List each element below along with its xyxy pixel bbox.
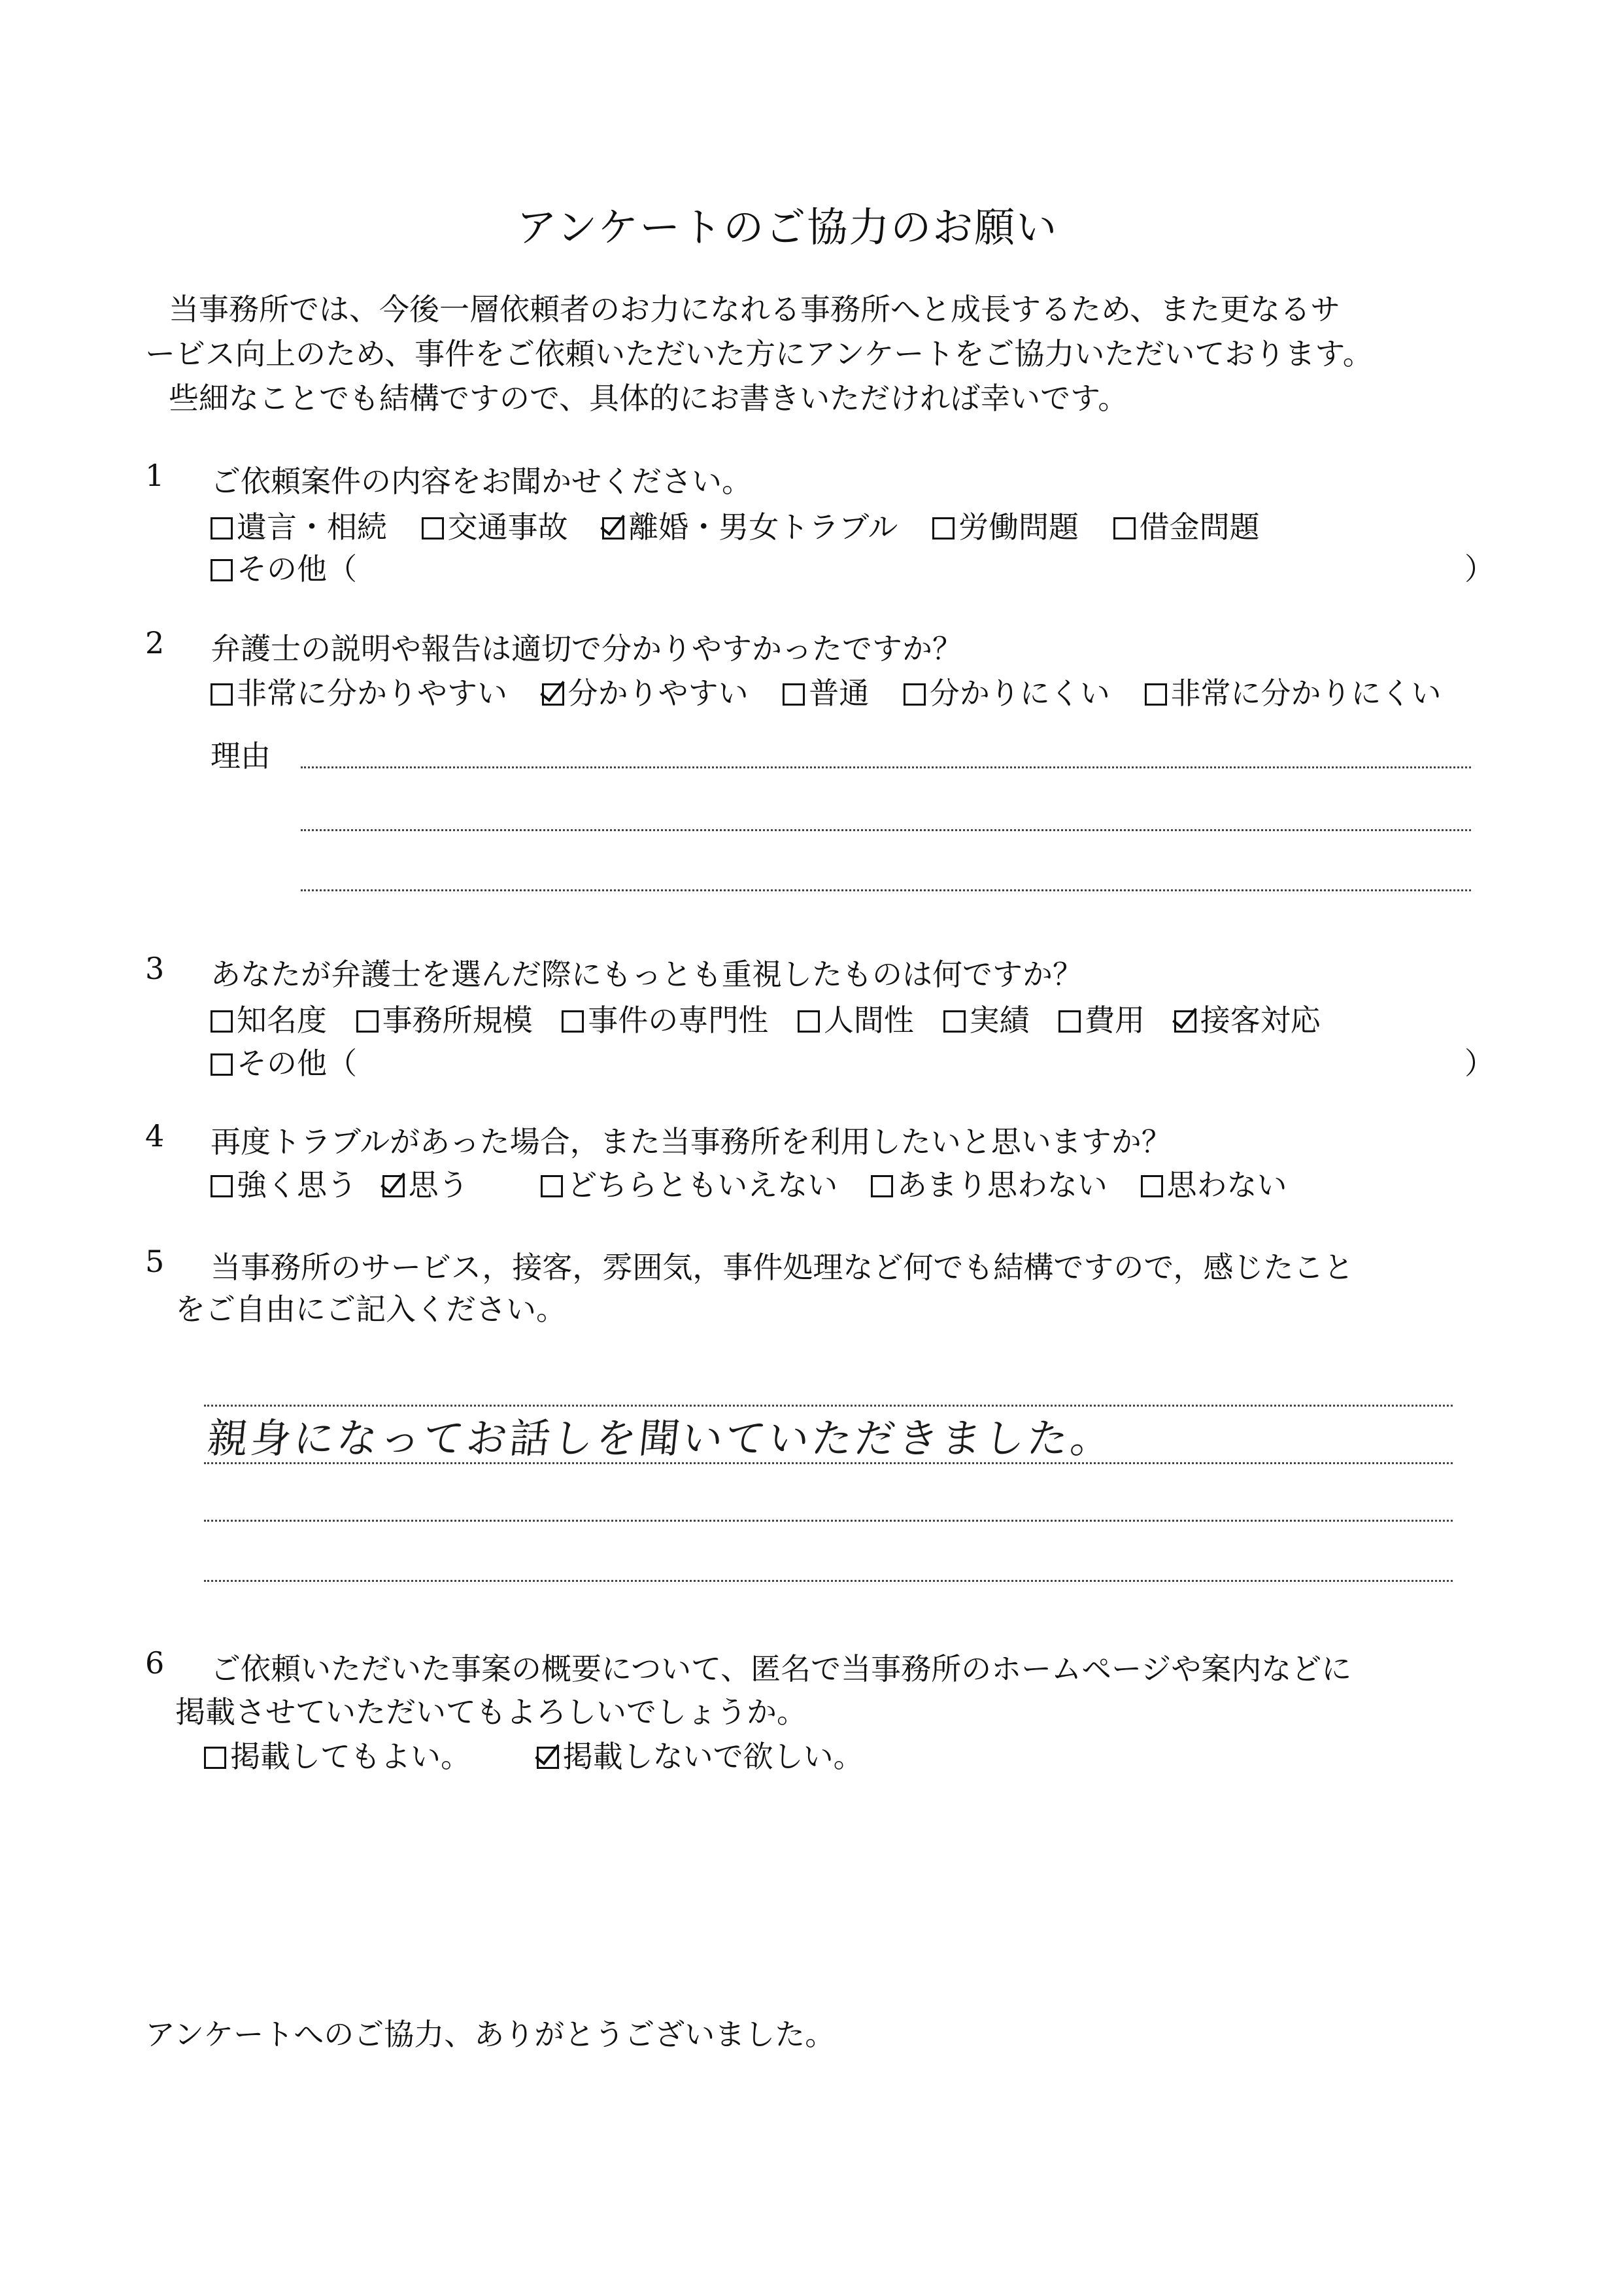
intro-line-2: ービス向上のため、事件をご依頼いただいた方にアンケートをご協力いただいております。	[145, 336, 1373, 371]
q1-other[interactable]: その他（	[211, 545, 357, 589]
checkbox-checked[interactable]	[537, 1747, 559, 1769]
checkbox[interactable]	[798, 1010, 820, 1033]
q6-text-line-1: ご依頼いただいた事案の概要について、匿名で当事務所のホームページや案内などに	[211, 1651, 1352, 1686]
checkbox[interactable]	[541, 1175, 563, 1197]
q4-number: 4	[145, 1118, 165, 1154]
q1-number: 1	[145, 458, 165, 493]
q1-option-labor[interactable]: 労働問題	[932, 504, 1079, 547]
intro-line-3: 些細なことでも結構ですので、具体的にお書きいただければ幸いです。	[169, 381, 1128, 416]
checkbox[interactable]	[871, 1175, 893, 1197]
q4-option-no[interactable]: 思わない	[1141, 1161, 1287, 1205]
checkbox[interactable]	[211, 1175, 233, 1197]
q3-option-cost[interactable]: 費用	[1058, 997, 1145, 1040]
q6-number: 6	[145, 1645, 165, 1681]
q4-option-neutral[interactable]: どちらともいえない	[541, 1161, 837, 1205]
q3-text: あなたが弁護士を選んだ際にもっとも重視したものは何ですか？	[211, 957, 1083, 992]
checkbox[interactable]	[1113, 517, 1136, 539]
q6-options	[204, 1733, 864, 1776]
q2-option-very-clear[interactable]: 非常に分かりやすい	[211, 670, 507, 713]
page-title: アンケートのご協力のお願い	[516, 203, 1058, 251]
q4-option-strongly[interactable]: 強く思う	[211, 1161, 357, 1205]
checkbox[interactable]	[356, 1010, 379, 1033]
checkbox[interactable]	[783, 683, 805, 706]
q6-text-line-2: 掲載させていただいてもよろしいでしょうか。	[175, 1694, 807, 1730]
q4-option-yes[interactable]: 思う	[382, 1161, 469, 1205]
checkbox[interactable]	[904, 683, 926, 706]
q1-option-debt[interactable]: 借金問題	[1113, 504, 1260, 547]
q3-option-scale[interactable]: 事務所規模	[356, 997, 533, 1040]
checkbox[interactable]	[943, 1010, 966, 1033]
checkbox[interactable]	[211, 1010, 233, 1033]
checkbox[interactable]	[932, 517, 955, 539]
q1-option-inheritance[interactable]: 遺言・相続	[211, 504, 387, 547]
q3-options	[211, 997, 1321, 1040]
q1-text: ご依頼案件の内容をお聞かせください。	[211, 464, 752, 499]
q2-option-very-unclear[interactable]: 非常に分かりにくい	[1145, 670, 1442, 713]
checkbox[interactable]	[204, 1747, 226, 1769]
q2-options	[211, 670, 1466, 713]
q1-other-close: ）	[1464, 551, 1495, 587]
checkbox-checked[interactable]	[382, 1175, 405, 1197]
closing-message: アンケートへのご協力、ありがとうございました。	[145, 2017, 836, 2052]
checkbox[interactable]	[211, 517, 233, 539]
q3-option-fame[interactable]: 知名度	[211, 997, 327, 1040]
checkbox[interactable]	[211, 559, 233, 581]
q2-option-unclear[interactable]: 分かりにくい	[904, 670, 1110, 713]
q4-text: 再度トラブルがあった場合，また当事務所を利用したいと思いますか？	[211, 1124, 1172, 1159]
q2-reason-line-2[interactable]	[301, 829, 1471, 831]
checkbox-checked[interactable]	[602, 517, 624, 539]
q2-reason-label: 理由	[211, 738, 271, 774]
q3-other-close: ）	[1464, 1046, 1495, 1081]
q3-option-expertise[interactable]: 事件の専門性	[562, 997, 768, 1040]
q6-option-deny[interactable]: 掲載しないで欲しい。	[537, 1733, 864, 1776]
q3-option-track-record[interactable]: 実績	[943, 997, 1030, 1040]
q6-option-allow[interactable]: 掲載してもよい。	[204, 1733, 471, 1776]
q3-option-personality[interactable]: 人間性	[798, 997, 914, 1040]
q3-option-service[interactable]: 接客対応	[1174, 997, 1321, 1040]
checkbox-checked[interactable]	[542, 683, 564, 706]
q3-number: 3	[145, 951, 165, 986]
q2-option-normal[interactable]: 普通	[783, 670, 869, 713]
q4-option-not-much[interactable]: あまり思わない	[871, 1161, 1108, 1205]
q5-line-3[interactable]	[204, 1520, 1453, 1522]
q5-line-2[interactable]	[204, 1462, 1453, 1464]
checkbox[interactable]	[1145, 683, 1167, 706]
q1-options	[211, 504, 1285, 547]
q2-reason-line-1[interactable]	[301, 766, 1471, 768]
q2-text: 弁護士の説明や報告は適切で分かりやすかったですか？	[211, 631, 962, 666]
q2-number: 2	[145, 625, 165, 660]
q4-options	[211, 1161, 1287, 1205]
q5-line-4[interactable]	[204, 1580, 1453, 1582]
checkbox[interactable]	[1141, 1175, 1163, 1197]
q5-text-line-1: 当事務所のサービス，接客，雰囲気，事件処理など何でも結構ですので，感じたこと	[211, 1250, 1354, 1285]
q2-reason-line-3[interactable]	[301, 889, 1471, 891]
q3-other[interactable]: その他（	[211, 1040, 357, 1083]
checkbox-checked[interactable]	[1174, 1010, 1196, 1033]
checkbox[interactable]	[211, 1053, 233, 1076]
checkbox[interactable]	[211, 683, 233, 706]
q1-option-divorce[interactable]: 離婚・男女トラブル	[602, 504, 898, 547]
intro-line-1: 当事務所では、今後一層依頼者のお力になれる事務所へと成長するため、また更なるサ	[169, 292, 1341, 327]
q2-option-clear[interactable]: 分かりやすい	[542, 670, 749, 713]
q1-option-traffic[interactable]: 交通事故	[422, 504, 568, 547]
checkbox[interactable]	[562, 1010, 584, 1033]
q5-number: 5	[145, 1244, 165, 1279]
checkbox[interactable]	[1058, 1010, 1081, 1033]
checkbox[interactable]	[422, 517, 444, 539]
q5-text-line-2: をご自由にご記入ください。	[175, 1292, 566, 1327]
q5-handwritten-answer: 親身になってお話しを聞いていただきました。	[205, 1414, 1117, 1462]
